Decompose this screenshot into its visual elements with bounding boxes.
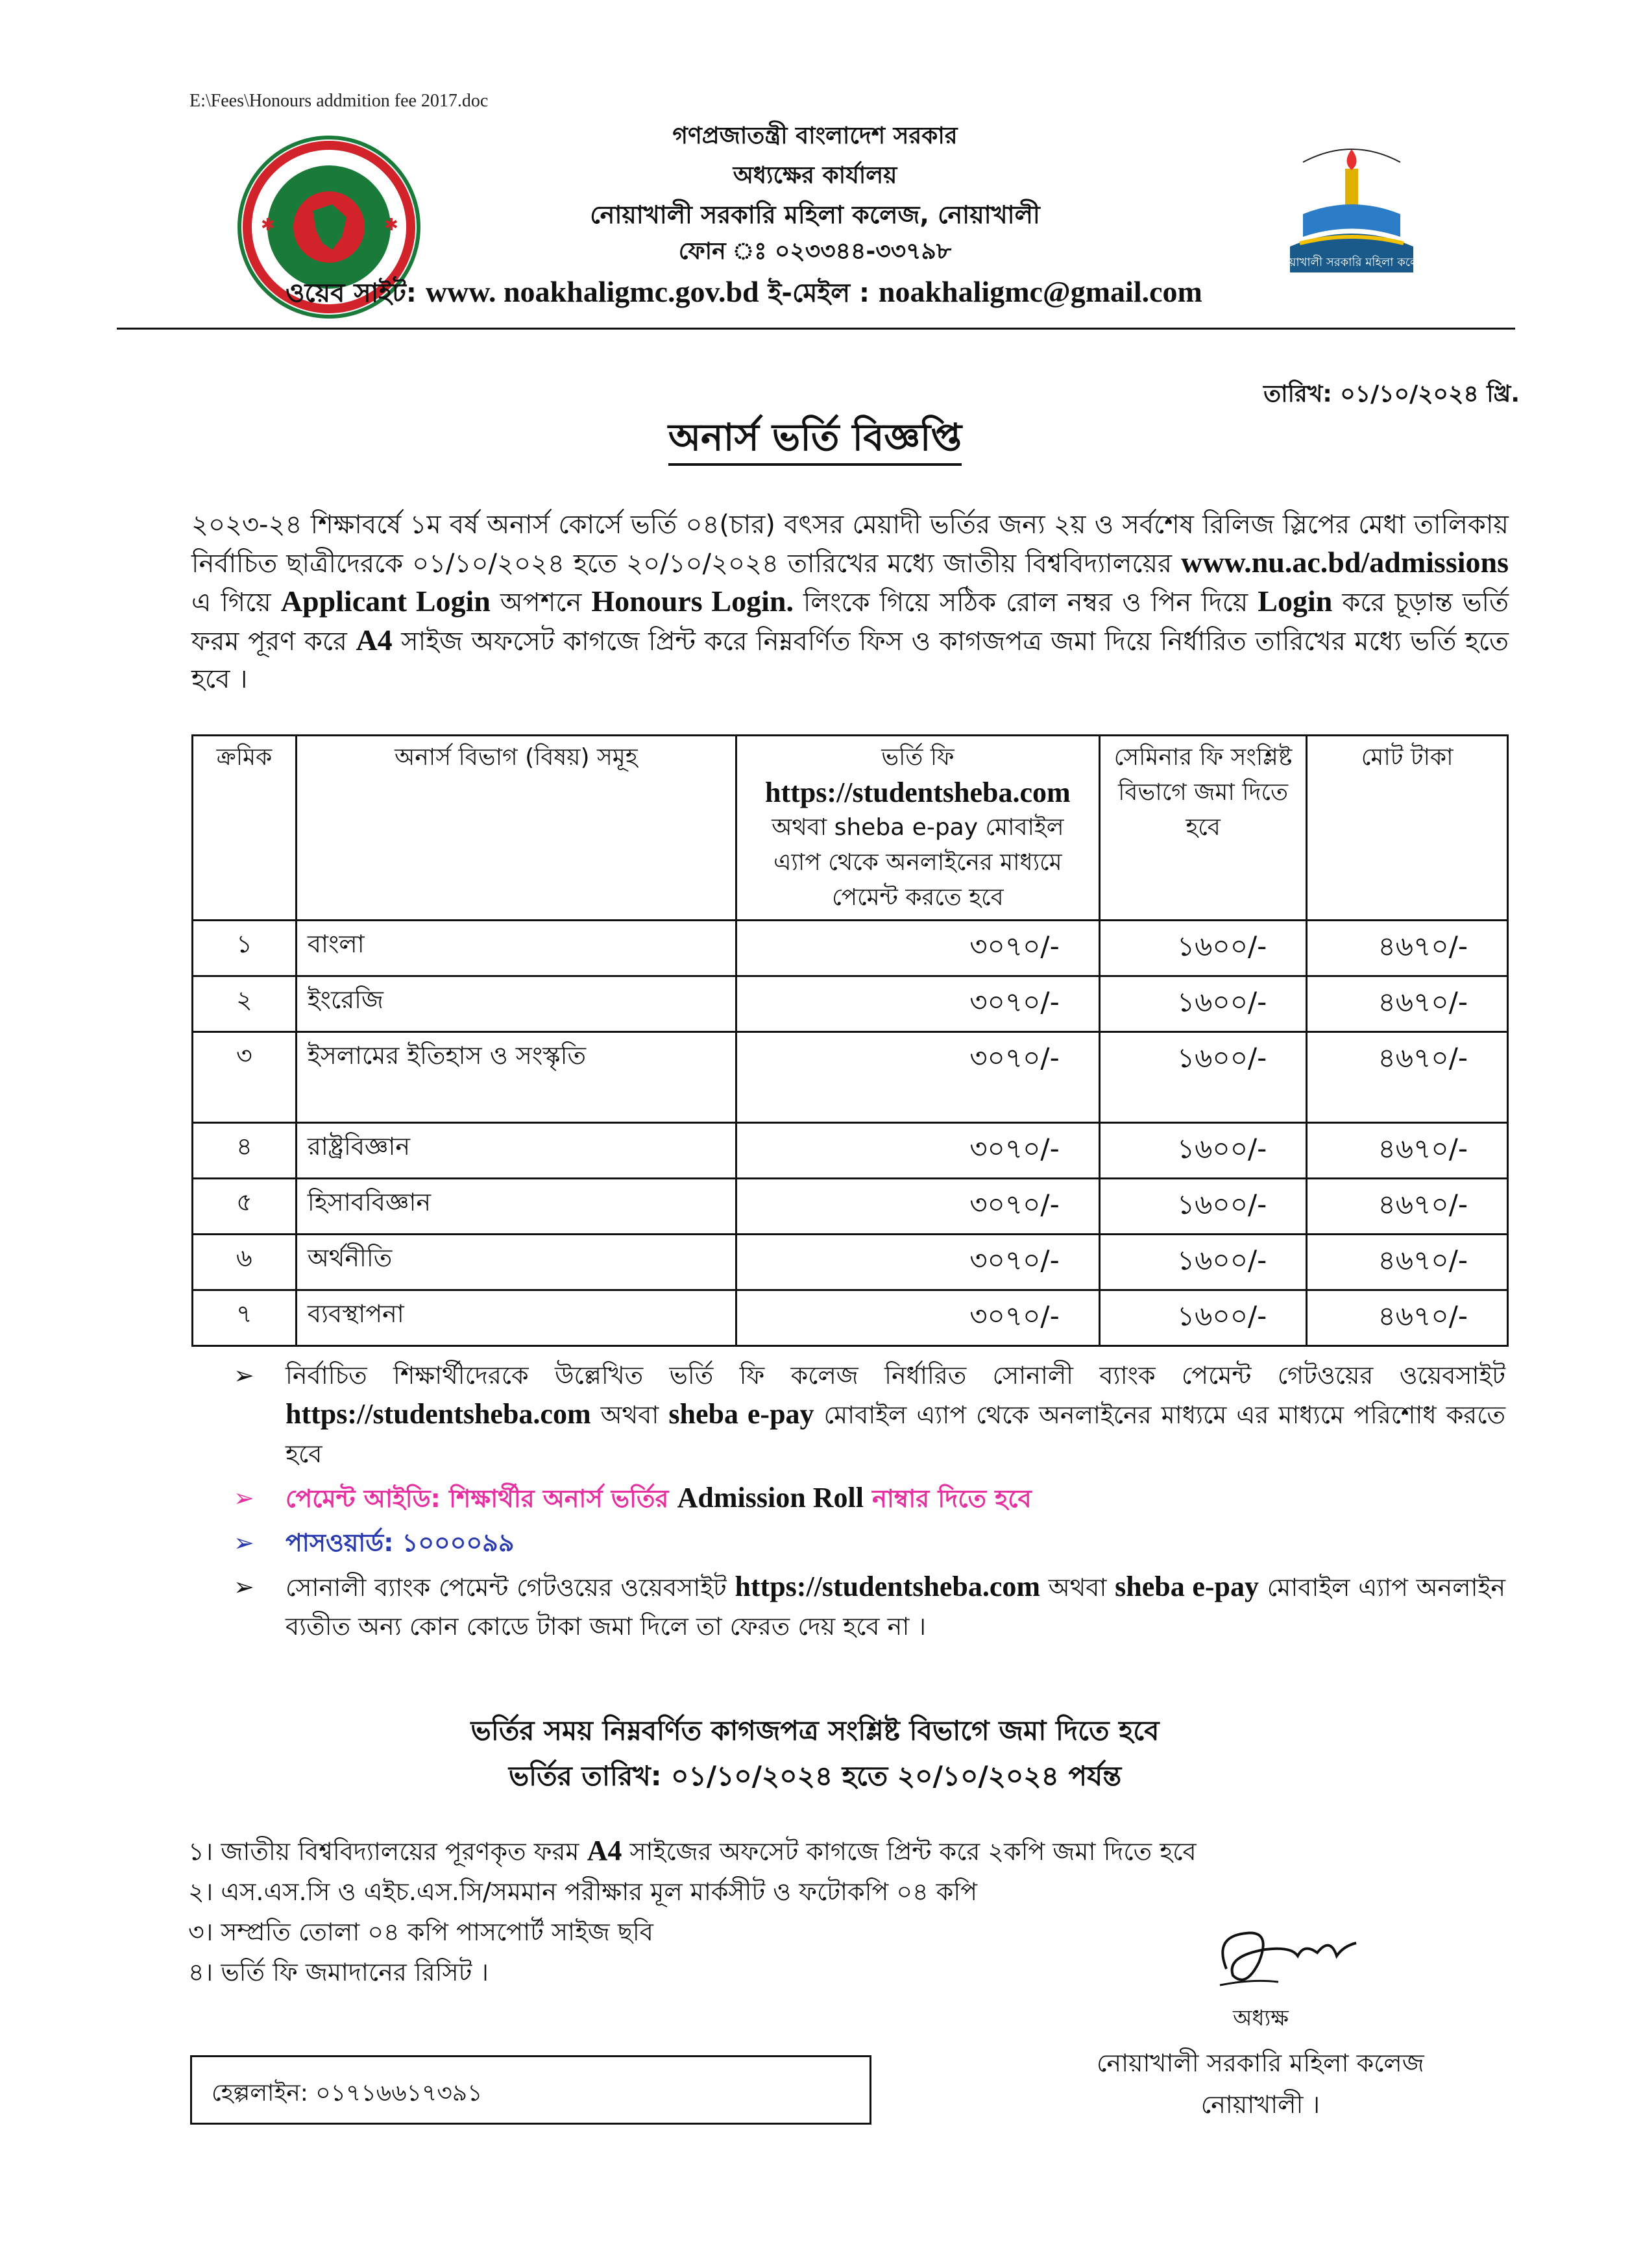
- row-subject: ইংরেজি: [296, 976, 736, 1032]
- instruction-payment: ➢ নির্বাচিত শিক্ষার্থীদেরকে উল্লেখিত ভর্তি ফি কলেজ নির্ধারিত সোনালী ব্যাংক পেমেন্ট গেটওয়ের ওয়েবসাইট https://studentsheba.com অথবা sheba e-pay মোবাইল এ্যাপ থেকে অনলাইনের মাধ্যমে এর মাধ্যমে পরিশোধ করতে হবে: [234, 1356, 1505, 1473]
- row-serial: ২: [193, 976, 297, 1032]
- header-line-3: নোয়াখালী সরকারি মহিলা কলেজ, নোয়াখালী: [590, 200, 1040, 229]
- row-admission-fee: ৩০৭০/-: [736, 1235, 1099, 1290]
- website-label: ওয়েব সাইট:: [286, 278, 417, 308]
- row-seminar-fee: ১৬০০/-: [1099, 1235, 1307, 1290]
- row-seminar-fee: ১৬০০/-: [1099, 1032, 1307, 1123]
- row-total: ৪৬৭০/-: [1307, 976, 1508, 1032]
- signatory-college: নোয়াখালী সরকারি মহিলা কলেজ নোয়াখালী ।: [1097, 2049, 1424, 2119]
- row-subject: ইসলামের ইতিহাস ও সংস্কৃতি: [296, 1032, 736, 1123]
- signatory-title: অধ্যক্ষ: [1233, 2005, 1289, 2031]
- fee-table-row: [193, 1179, 1508, 1235]
- documents-heading: ভর্তির সময় নিম্নবর্ণিত কাগজপত্র সংশ্লিষ্ট বিভাগে জমা দিতে হবে: [470, 1715, 1160, 1746]
- row-serial: ৫: [193, 1179, 297, 1235]
- header-phone: ফোন ঃ ০২৩৩৪৪-৩৩৭৯৮: [678, 238, 952, 265]
- row-total: ৪৬৭০/-: [1307, 921, 1508, 976]
- instruction-password: ➢ পাসওয়ার্ড: ১০০০০৯৯: [234, 1523, 1505, 1562]
- row-subject: বাংলা: [296, 921, 736, 976]
- row-admission-fee: ৩০৭০/-: [736, 976, 1099, 1032]
- row-serial: ৬: [193, 1235, 297, 1290]
- email-label: ই-মেইল :: [768, 278, 870, 308]
- documents-list: [188, 1831, 1197, 1992]
- row-subject: ব্যবস্থাপনা: [296, 1290, 736, 1346]
- row-admission-fee: ৩০৭০/-: [736, 1123, 1099, 1179]
- admission-dates: ভর্তির তারিখ: ০১/১০/২০২৪ হতে ২০/১০/২০২৪ পর্যন্ত: [508, 1760, 1122, 1792]
- col-subject: অনার্স বিভাগ (বিষয়) সমূহ: [296, 736, 736, 921]
- row-total: ৪৬৭০/-: [1307, 1123, 1508, 1179]
- row-serial: ৩: [193, 1032, 297, 1123]
- principal-signature: [1200, 1917, 1382, 2001]
- notice-title: অনার্স ভর্তি বিজ্ঞপ্তি: [0, 409, 1630, 472]
- col-admission-fee: ভর্তি ফি https://studentsheba.com অথবা sheba e-pay মোবাইল এ্যাপ থেকে অনলাইনের মাধ্যমে পেমেন্ট করতে হবে: [736, 736, 1099, 921]
- row-admission-fee: ৩০৭০/-: [736, 1032, 1099, 1123]
- header-divider: [117, 328, 1515, 330]
- header-line-2: অধ্যক্ষের কার্যালয়: [733, 162, 897, 189]
- row-subject: হিসাববিজ্ঞান: [296, 1179, 736, 1235]
- row-total: ৪৬৭০/-: [1307, 1235, 1508, 1290]
- nu-admission-url[interactable]: www.nu.ac.bd/admissions: [1181, 546, 1509, 579]
- row-serial: ১: [193, 921, 297, 976]
- fee-table-row: [193, 976, 1508, 1032]
- row-admission-fee: ৩০৭০/-: [736, 921, 1099, 976]
- instruction-refund: ➢ সোনালী ব্যাংক পেমেন্ট গেটওয়ের ওয়েবসাইট https://studentsheba.com অথবা sheba e-pay মোবাইল এ্যাপ অনলাইন ব্যতীত অন্য কোন কোডে টাকা জমা দিলে তা ফেরত দেয় হবে না ।: [234, 1567, 1505, 1646]
- file-path: E:\Fees\Honours addmition fee 2017.doc: [189, 91, 489, 111]
- row-seminar-fee: ১৬০০/-: [1099, 921, 1307, 976]
- row-subject: অর্থনীতি: [296, 1235, 736, 1290]
- payment-instructions: [234, 1356, 1505, 1651]
- row-serial: ৭: [193, 1290, 297, 1346]
- col-total: মোট টাকা: [1307, 736, 1508, 921]
- col-serial: ক্রমিক: [193, 736, 297, 921]
- document-item: ১। জাতীয় বিশ্ববিদ্যালয়ের পূরণকৃত ফরম A4 সাইজের অফসেট কাগজে প্রিন্ট করে ২কপি জমা দিতে হবে: [188, 1835, 1197, 1866]
- row-admission-fee: ৩০৭০/-: [736, 1290, 1099, 1346]
- fee-table-row: [193, 921, 1508, 976]
- document-item: ৩। সম্প্রতি তোলা ০৪ কপি পাসপোর্ট সাইজ ছবি: [188, 1918, 653, 1946]
- row-seminar-fee: ১৬০০/-: [1099, 1179, 1307, 1235]
- fee-table-row: [193, 1235, 1508, 1290]
- fee-table-row: [193, 1290, 1508, 1346]
- row-admission-fee: ৩০৭০/-: [736, 1179, 1099, 1235]
- fee-table: [191, 734, 1509, 1347]
- fee-table-row: [193, 1032, 1508, 1123]
- header-line-1: গণপ্রজাতন্ত্রী বাংলাদেশ সরকার: [672, 123, 958, 149]
- row-seminar-fee: ১৬০০/-: [1099, 976, 1307, 1032]
- arrow-icon: ➢: [234, 1573, 254, 1601]
- helpline-box: [190, 2055, 871, 2125]
- arrow-icon: ➢: [234, 1361, 254, 1390]
- contact-row: [286, 272, 1202, 316]
- row-serial: ৪: [193, 1123, 297, 1179]
- row-total: ৪৬৭০/-: [1307, 1290, 1508, 1346]
- svg-text:নোয়াখালী সরকারি মহিলা কলেজ: নোয়াখালী সরকারি মহিলা কলেজ: [1274, 256, 1429, 269]
- document-item: ৪। ভর্তি ফি জমাদানের রিসিট ।: [188, 1958, 489, 1986]
- notice-date: তারিখ: ০১/১০/২০২৪ খ্রি.: [1263, 381, 1520, 407]
- col-seminar-fee: সেমিনার ফি সংশ্লিষ্ট বিভাগে জমা দিতে হবে: [1099, 736, 1307, 921]
- fee-table-header: [193, 736, 1508, 921]
- arrow-icon: ➢: [234, 1484, 254, 1512]
- row-total: ৪৬৭০/-: [1307, 1032, 1508, 1123]
- email-link[interactable]: noakhaligmc@gmail.com: [878, 275, 1202, 308]
- instruction-payment-id: ➢ পেমেন্ট আইডি: শিক্ষার্থীর অনার্স ভর্তির Admission Roll নাম্বার দিতে হবে: [234, 1478, 1505, 1518]
- studentsheba-url: https://studentsheba.com: [765, 777, 1071, 808]
- arrow-icon: ➢: [234, 1528, 254, 1557]
- row-total: ৪৬৭০/-: [1307, 1179, 1508, 1235]
- helpline-number[interactable]: হেল্পলাইন: ০১৭১৬৬১৭৩৯১: [212, 2080, 483, 2106]
- document-item: ২। এস.এস.সি ও এইচ.এস.সি/সমমান পরীক্ষার মূল মার্কসীট ও ফটোকপি ০৪ কপি: [188, 1877, 978, 1906]
- svg-text:✱: ✱: [384, 215, 398, 235]
- row-subject: রাষ্ট্রবিজ্ঞান: [296, 1123, 736, 1179]
- row-seminar-fee: ১৬০০/-: [1099, 1290, 1307, 1346]
- website-link[interactable]: www. noakhaligmc.gov.bd: [425, 275, 759, 308]
- svg-text:✱: ✱: [261, 215, 275, 235]
- fee-table-row: [193, 1123, 1508, 1179]
- row-seminar-fee: ১৬০০/-: [1099, 1123, 1307, 1179]
- intro-paragraph: ২০২৩-২৪ শিক্ষাবর্ষে ১ম বর্ষ অনার্স কোর্সে ভর্তি ০৪(চার) বৎসর মেয়াদী ভর্তির জন্য ২য় ও সর্বশেষ রিলিজ স্লিপের মেধা তালিকায় নির্বাচিত ছাত্রীদেরকে ০১/১০/২০২৪ হতে ২০/১০/২০২৪ তারিখের মধ্যে জাতীয় বিশ্ববিদ্যালয়ের www.nu.ac.bd/admissions এ গিয়ে Applicant Login অপশনে Honours Login. লিংকে গিয়ে সঠিক রোল নম্বর ও পিন দিয়ে Login করে চূড়ান্ত ভর্তি ফরম পূরণ করে A4 সাইজ অফসেট কাগজে প্রিন্ট করে নিম্নবর্ণিত ফিস ও কাগজপত্র জমা দিয়ে নির্ধারিত তারিখের মধ্যে ভর্তি হতে হবে ।: [191, 510, 1509, 694]
